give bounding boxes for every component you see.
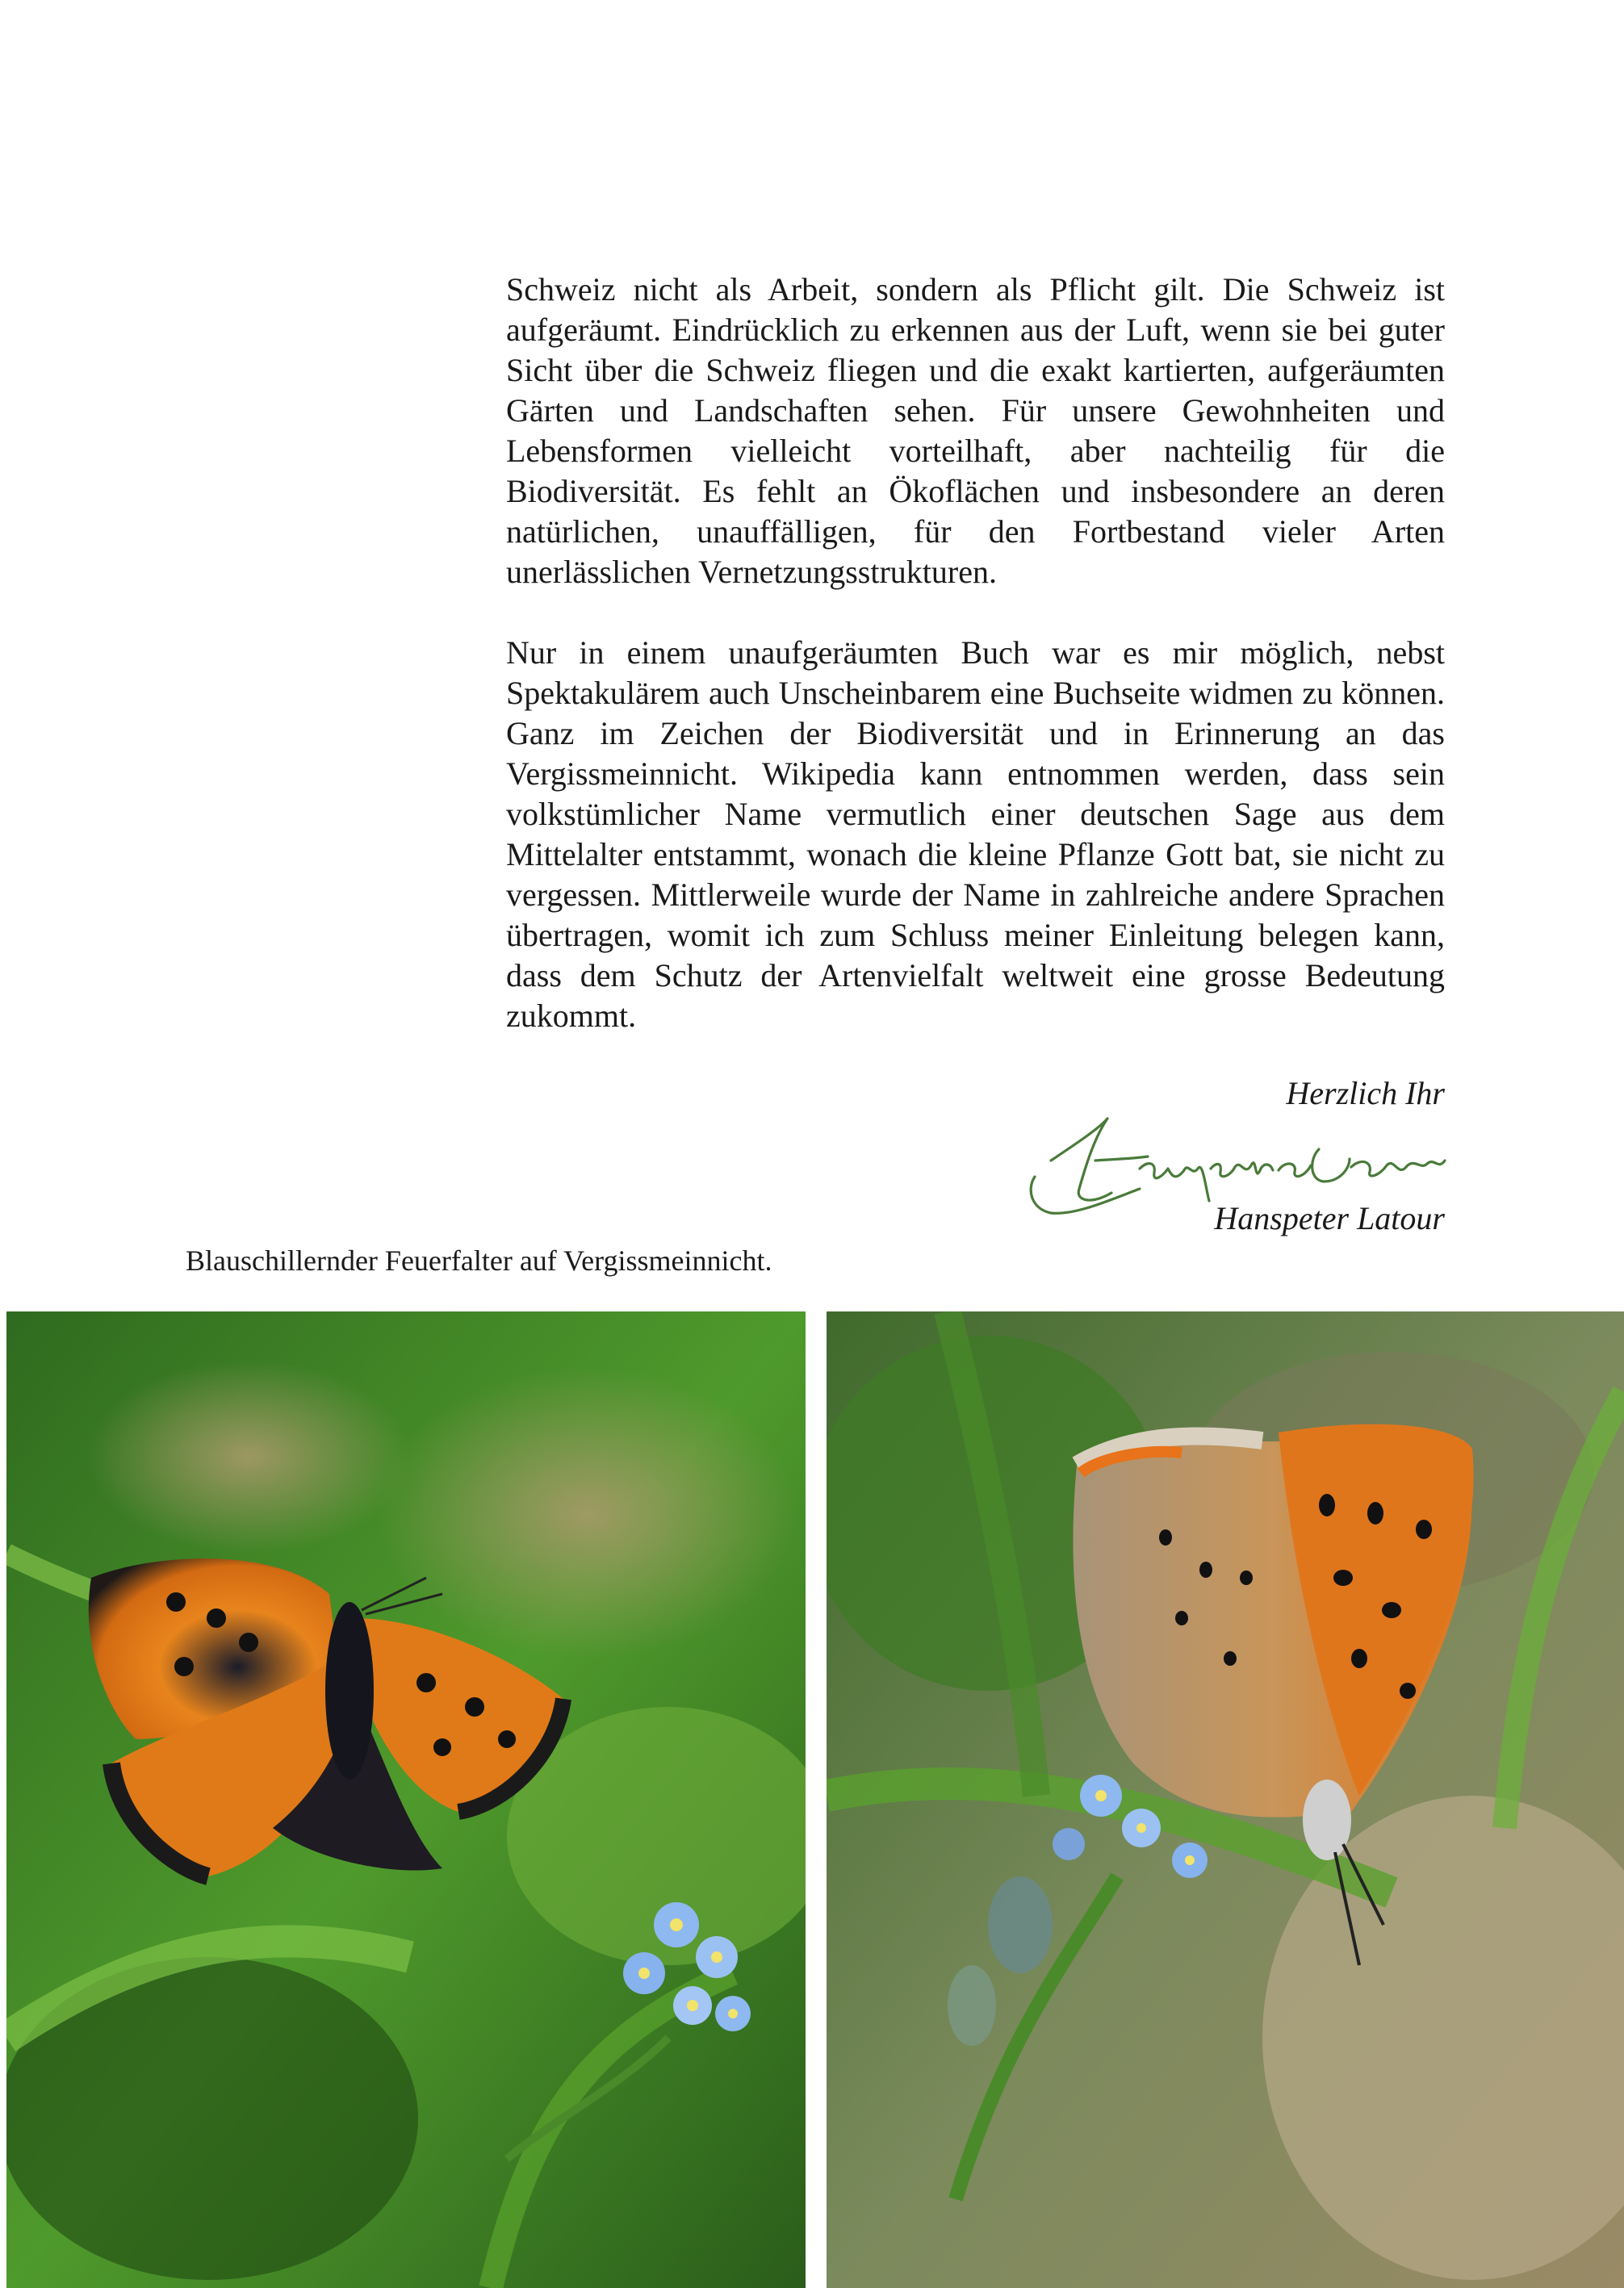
butterfly-closed-wings-photo — [827, 1311, 1624, 2288]
author-name: Hanspeter Latour — [1214, 1200, 1445, 1236]
closing-greeting: Herzlich Ihr — [1286, 1075, 1445, 1111]
paragraph-2: Nur in einem unaufgeräumten Buch war es mir möglich, nebst Spektakulärem auch Unscheinbarem eine Buchseite widmen zu können. Ganz im Zeichen der Biodiversität und in Erinnerung an das Vergissmeinnicht. Wikipedia kann entnommen werden, dass sein volkstümlicher Name vermutlich einer deutschen Sage aus dem Mittelalter entstammt, wonach die kleine Pflanze Gott bat, sie nicht zu vergessen. Mittlerweile wurde der Name in zahlreiche andere Sprachen übertragen, womit ich zum Schluss meiner Einleitung belegen kann, dass dem Schutz der Artenvielfalt weltweit eine grosse Bedeutung zukommt. — [506, 634, 1445, 1034]
paragraph-1: Schweiz nicht als Arbeit, sondern als Pflicht gilt. Die Schweiz ist aufgeräumt. Eindrücklich zu erkennen aus der Luft, wenn sie bei guter Sicht über die Schweiz fliegen und die exakt kartierten, aufgeräumten Gärten und Landschaften sehen. Für unsere Gewohnheiten und Lebensformen vielleicht vorteilhaft, aber nachteilig für die Biodiversität. Es fehlt an Ökoflächen und insbesondere an deren natürlichen, unauffälligen, für den Fortbestand vieler Arten unerlässlichen Vernetzungsstrukturen. — [506, 271, 1445, 590]
body-text — [506, 270, 1445, 1036]
butterfly-open-wings-photo — [6, 1311, 806, 2288]
photo-caption: Blauschillernder Feuerfalter auf Vergissmeinnicht. — [186, 1244, 772, 1277]
